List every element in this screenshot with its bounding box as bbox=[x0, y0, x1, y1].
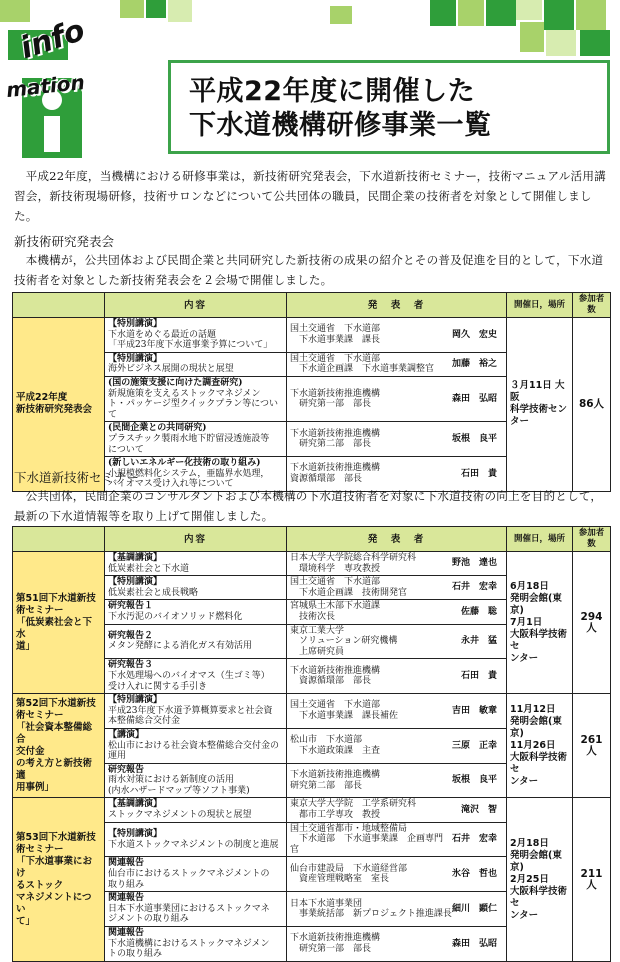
presenter-wrap bbox=[290, 933, 503, 954]
content-body: 下水道ストックマネジメントの制度と進展 bbox=[108, 839, 279, 850]
presenter-cell bbox=[287, 694, 507, 729]
content-cell bbox=[105, 927, 287, 962]
content-label: 【特別講演】 bbox=[108, 828, 163, 839]
presenter-organization: 下水道新技術推進機構 研究第二部 部長 bbox=[290, 428, 381, 450]
content-label: (新しいエネルギー化技術の取り組み) bbox=[108, 458, 261, 469]
section2-heading: 下水道新技術セミナー bbox=[14, 470, 140, 485]
presenter-wrap bbox=[290, 799, 503, 820]
content-label: 研究報告３ bbox=[108, 660, 154, 671]
presenter-wrap bbox=[290, 601, 503, 622]
presenter-name: 坂根 良平 bbox=[451, 775, 497, 786]
participant-count-cell: 86人 bbox=[573, 318, 611, 492]
content-body: 仙台市におけるストックマネジメントの 取り組み bbox=[108, 869, 270, 890]
presenter-cell bbox=[287, 376, 507, 421]
participant-count-cell: 261人 bbox=[573, 694, 611, 798]
date-venue-cell: 2月18日 発明会館(東京) 2月25日 大阪科学技術セ ンター bbox=[507, 798, 573, 961]
presenter-name: 吉田 敏章 bbox=[451, 705, 497, 716]
content-label: 関連報告 bbox=[108, 858, 145, 869]
presenter-wrap bbox=[290, 429, 503, 450]
presenter-cell bbox=[287, 892, 507, 927]
presenter-cell bbox=[287, 728, 507, 763]
presenter-organization: 下水道新技術推進機構 研究第二部 部長 bbox=[290, 769, 381, 791]
presenter-organization: 松山市 下水道部 下水道政策課 主査 bbox=[290, 735, 381, 756]
col-header-date: 開催日，場所 bbox=[507, 527, 573, 552]
presenter-wrap bbox=[290, 666, 503, 687]
decorative-square bbox=[516, 0, 542, 20]
content-label: 研究報告 bbox=[108, 764, 145, 775]
content-body: プラスチック製雨水地下貯留浸透施設等 について bbox=[108, 433, 270, 455]
table-row bbox=[13, 552, 611, 576]
presenter-wrap bbox=[290, 324, 503, 345]
presenter-organization: 国土交通省 下水道部 下水道事業課 課長補佐 bbox=[290, 700, 399, 722]
presenter-cell bbox=[287, 600, 507, 624]
presenter-name: 三原 正幸 bbox=[451, 740, 497, 751]
presenter-name: 石田 貴 bbox=[460, 670, 497, 681]
col-header-count: 参加者数 bbox=[573, 293, 611, 318]
col-header-content: 内容 bbox=[105, 527, 287, 552]
participant-count-cell: 211人 bbox=[573, 798, 611, 961]
presenter-name: 森田 弘昭 bbox=[451, 393, 497, 404]
content-label: 【特別講演】 bbox=[108, 319, 163, 329]
date-venue-cell: 6月18日 発明会館(東京) 7月1日 大阪科学技術セ ンター bbox=[507, 552, 573, 694]
content-label: 【講演】 bbox=[108, 729, 145, 740]
content-cell bbox=[105, 694, 287, 729]
page-header bbox=[0, 0, 620, 160]
presenter-cell bbox=[287, 857, 507, 892]
date-venue-cell: 11月12日 発明会館(東京) 11月26日 大阪科学技術セ ンター bbox=[507, 694, 573, 798]
presenter-organization: 国土交通省都市・地域整備局 下水道部 下水道事業課 企画専門官 bbox=[290, 823, 444, 855]
presenter-wrap bbox=[290, 577, 503, 598]
page-title-line1: 平成22年度に開催した bbox=[189, 76, 476, 107]
presenter-name: 滝沢 智 bbox=[460, 804, 497, 815]
presenter-cell bbox=[287, 822, 507, 857]
table-row bbox=[13, 694, 611, 729]
content-cell bbox=[105, 376, 287, 421]
content-label: 【特別講演】 bbox=[108, 353, 163, 364]
content-body: 下水汚泥のバイオソリッド燃料化 bbox=[108, 611, 243, 622]
col-header-event bbox=[13, 527, 105, 552]
presenter-organization: 下水道新技術推進機構 資源循環部 部長 bbox=[290, 463, 381, 485]
logo-info-text: info bbox=[16, 12, 90, 67]
content-body: 低炭素社会と成長戦略 bbox=[108, 587, 199, 598]
section1-heading: 新技術研究発表会 bbox=[14, 234, 115, 249]
presenter-cell bbox=[287, 422, 507, 457]
content-body: メタン発酵による消化ガス有効活用 bbox=[108, 641, 253, 652]
content-label: 研究報告１ bbox=[108, 601, 154, 612]
content-cell bbox=[105, 576, 287, 600]
col-header-date: 開催日，場所 bbox=[507, 293, 573, 318]
content-cell bbox=[105, 798, 287, 822]
content-body: 下水道機構におけるストックマネジメン トの取り組み bbox=[108, 938, 270, 960]
content-label: 【基調講演】 bbox=[108, 553, 163, 563]
col-header-event bbox=[13, 293, 105, 318]
logo-mation-text: mation bbox=[4, 69, 86, 103]
content-cell bbox=[105, 822, 287, 857]
date-venue-cell: ３月11日 大阪 科学技術セン ター bbox=[507, 318, 573, 492]
presenter-name: 森田 弘昭 bbox=[451, 938, 497, 949]
content-cell bbox=[105, 352, 287, 376]
content-cell bbox=[105, 892, 287, 927]
presenter-wrap bbox=[290, 770, 503, 791]
presenter-wrap bbox=[290, 389, 503, 410]
col-header-presenter: 発 表 者 bbox=[287, 527, 507, 552]
presenter-cell bbox=[287, 659, 507, 694]
presenter-organization: 東京工業大学 ソリューション研究機構 上席研究員 bbox=[290, 625, 398, 657]
intro-paragraph: 平成22年度，当機構における研修事業は，新技術研究発表会，下水道新技術セミナー，技術マニュアル活用講習会，新技術現場研修，技術サロンなどについて公共団体の職員，民間企業の技術者を対象として開催しました。 bbox=[14, 169, 606, 223]
content-cell bbox=[105, 318, 287, 353]
content-label: 関連報告 bbox=[108, 928, 145, 938]
presenter-cell bbox=[287, 352, 507, 376]
presenter-organization: 下水道新技術推進機構 研究第一部 部長 bbox=[290, 388, 381, 410]
content-body: 雨水対策における新制度の活用 (内水ハザードマップ等ソフト事業) bbox=[108, 775, 250, 796]
presenter-cell bbox=[287, 552, 507, 576]
presenter-wrap bbox=[290, 626, 503, 658]
presenter-cell bbox=[287, 927, 507, 962]
col-header-content: 内容 bbox=[105, 293, 287, 318]
content-body: 新規施策を支えるストックマネジメン ト・パッケージ型クイックプラン等について bbox=[108, 388, 279, 420]
content-cell bbox=[105, 600, 287, 624]
event-name-cell: 第51回下水道新技 術セミナー 「低炭素社会と下水 道」 bbox=[13, 552, 105, 694]
presenter-organization: 下水道新技術推進機構 研究第一部 部長 bbox=[290, 933, 381, 954]
event-name-cell: 平成22年度 新技術研究発表会 bbox=[13, 318, 105, 492]
presenter-name: 野池 達也 bbox=[451, 558, 497, 569]
decorative-square bbox=[576, 0, 606, 30]
table-row bbox=[13, 318, 611, 353]
table-header-row bbox=[13, 527, 611, 552]
content-body: 下水処理場へのバイオマス（生ゴミ等） 受け入れに関する手引き bbox=[108, 670, 270, 692]
content-label: 研究報告２ bbox=[108, 630, 154, 641]
content-body: 低炭素社会と下水道 bbox=[108, 563, 190, 574]
presenter-name: 石井 宏幸 bbox=[451, 834, 497, 845]
section1-table bbox=[12, 292, 611, 492]
col-header-presenter: 発 表 者 bbox=[287, 293, 507, 318]
event-name-cell: 第53回下水道新技 術セミナー 「下水道事業におけ るストック マネジメントについ て」 bbox=[13, 798, 105, 961]
presenter-organization: 下水道新技術推進機構 資源循環部 部長 bbox=[290, 665, 381, 687]
presenter-name: 岡久 宏史 bbox=[451, 329, 497, 340]
presenter-organization: 日本大学大学院総合科学研究科 環境科学 専攻教授 bbox=[290, 553, 417, 574]
content-label: 【基調講演】 bbox=[108, 799, 163, 810]
content-body: ストックマネジメントの現状と展望 bbox=[108, 810, 252, 821]
presenter-organization: 東京大学大学院 工学系研究科 都市工学専攻 教授 bbox=[290, 799, 417, 821]
content-body: 平成23年度下水道予算概算要求と社会資 本整備総合交付金 bbox=[108, 705, 273, 727]
content-body: 海外ビジネス展開の現状と展望 bbox=[108, 364, 234, 375]
presenter-name: 永井 猛 bbox=[460, 636, 497, 647]
presenter-wrap bbox=[290, 899, 503, 920]
decorative-square bbox=[458, 0, 484, 26]
content-cell bbox=[105, 728, 287, 763]
presenter-wrap bbox=[290, 463, 503, 484]
decorative-square bbox=[520, 22, 544, 52]
presenter-organization: 国土交通省 下水道部 下水道企画課 下水道事業調整官 bbox=[290, 353, 435, 375]
presenter-cell bbox=[287, 624, 507, 659]
decorative-square bbox=[430, 0, 456, 26]
decorative-square bbox=[486, 0, 516, 26]
decorative-square bbox=[544, 0, 574, 30]
presenter-wrap bbox=[290, 553, 503, 574]
content-label: 【特別講演】 bbox=[108, 577, 163, 588]
content-cell bbox=[105, 659, 287, 694]
table-row bbox=[13, 798, 611, 822]
table-header-row bbox=[13, 293, 611, 318]
presenter-name: 加藤 裕之 bbox=[451, 359, 497, 370]
content-cell bbox=[105, 763, 287, 798]
decorative-square bbox=[546, 30, 576, 56]
information-logo bbox=[0, 0, 170, 160]
decorative-square bbox=[168, 0, 192, 22]
col-header-count: 参加者数 bbox=[573, 527, 611, 552]
presenter-name: 佐藤 聡 bbox=[460, 606, 497, 617]
page-title-box bbox=[168, 60, 610, 154]
content-cell bbox=[105, 857, 287, 892]
presenter-wrap bbox=[290, 700, 503, 721]
content-body: 松山市における社会資本整備総合交付金の運用 bbox=[108, 740, 280, 762]
content-label: 【特別講演】 bbox=[108, 695, 163, 706]
section2-table bbox=[12, 526, 611, 962]
page-title-line2: 下水道機構研修事業一覧 bbox=[189, 110, 492, 141]
presenter-cell bbox=[287, 763, 507, 798]
content-label: (民間企業との共同研究) bbox=[108, 423, 207, 434]
content-body: 日本下水道事業団におけるストックマネ ジメントの取り組み bbox=[108, 903, 270, 925]
presenter-organization: 国土交通省 下水道部 下水道事業課 課長 bbox=[290, 324, 381, 345]
presenter-name: 坂根 良平 bbox=[451, 433, 497, 444]
presenter-wrap bbox=[290, 735, 503, 756]
presenter-cell bbox=[287, 318, 507, 353]
content-label: (国の施策支援に向けた調査研究) bbox=[108, 377, 243, 388]
presenter-organization: 国土交通省 下水道部 下水道企画課 技術開発官 bbox=[290, 577, 408, 598]
presenter-name: 細川 顕仁 bbox=[451, 903, 497, 914]
presenter-name: 石井 宏幸 bbox=[451, 582, 497, 593]
presenter-cell bbox=[287, 798, 507, 822]
content-body: 下水道をめぐる最近の話題 「平成23年度下水道事業予算について」 bbox=[108, 329, 273, 351]
participant-count-cell: 294人 bbox=[573, 552, 611, 694]
section1-paragraph: 本機構が，公共団体および民間企業と共同研究した新技術の成果の紹介とその普及促進を目的として，下水道技術者を対象とした新技術発表会を２会場で開催しました。 bbox=[14, 253, 604, 287]
content-body: 小規模燃料化システム，亜臨界水処理， バイオマス受け入れ等について bbox=[108, 468, 270, 490]
content-cell bbox=[105, 422, 287, 457]
section2-paragraph: 公共団体，民間企業のコンサルタントおよび本機構の下水道技術者を対象に下水道技術の向上を目的として，最新の下水道情報等を取り上げて開催しました。 bbox=[14, 489, 603, 523]
presenter-organization: 日本下水道事業団 事業統括部 新プロジェクト推進課長 bbox=[290, 898, 452, 920]
decorative-square bbox=[580, 30, 610, 56]
presenter-wrap bbox=[290, 864, 503, 885]
presenter-name: 氷谷 哲也 bbox=[451, 869, 497, 880]
event-name-cell: 第52回下水道新技 術セミナー 「社会資本整備総合 交付金 の考え方と新技術適 用事例」 bbox=[13, 694, 105, 798]
presenter-organization: 宮城県土木部下水道課 技術次長 bbox=[290, 601, 381, 622]
presenter-organization: 仙台市建設局 下水道経営部 資産管理戦略室 室長 bbox=[290, 863, 408, 885]
presenter-name: 石田 貴 bbox=[460, 468, 497, 479]
content-cell bbox=[105, 552, 287, 576]
presenter-cell bbox=[287, 576, 507, 600]
content-label: 関連報告 bbox=[108, 893, 145, 904]
decorative-square bbox=[330, 6, 352, 24]
content-cell bbox=[105, 624, 287, 659]
presenter-wrap bbox=[290, 354, 503, 375]
presenter-wrap bbox=[290, 824, 503, 856]
